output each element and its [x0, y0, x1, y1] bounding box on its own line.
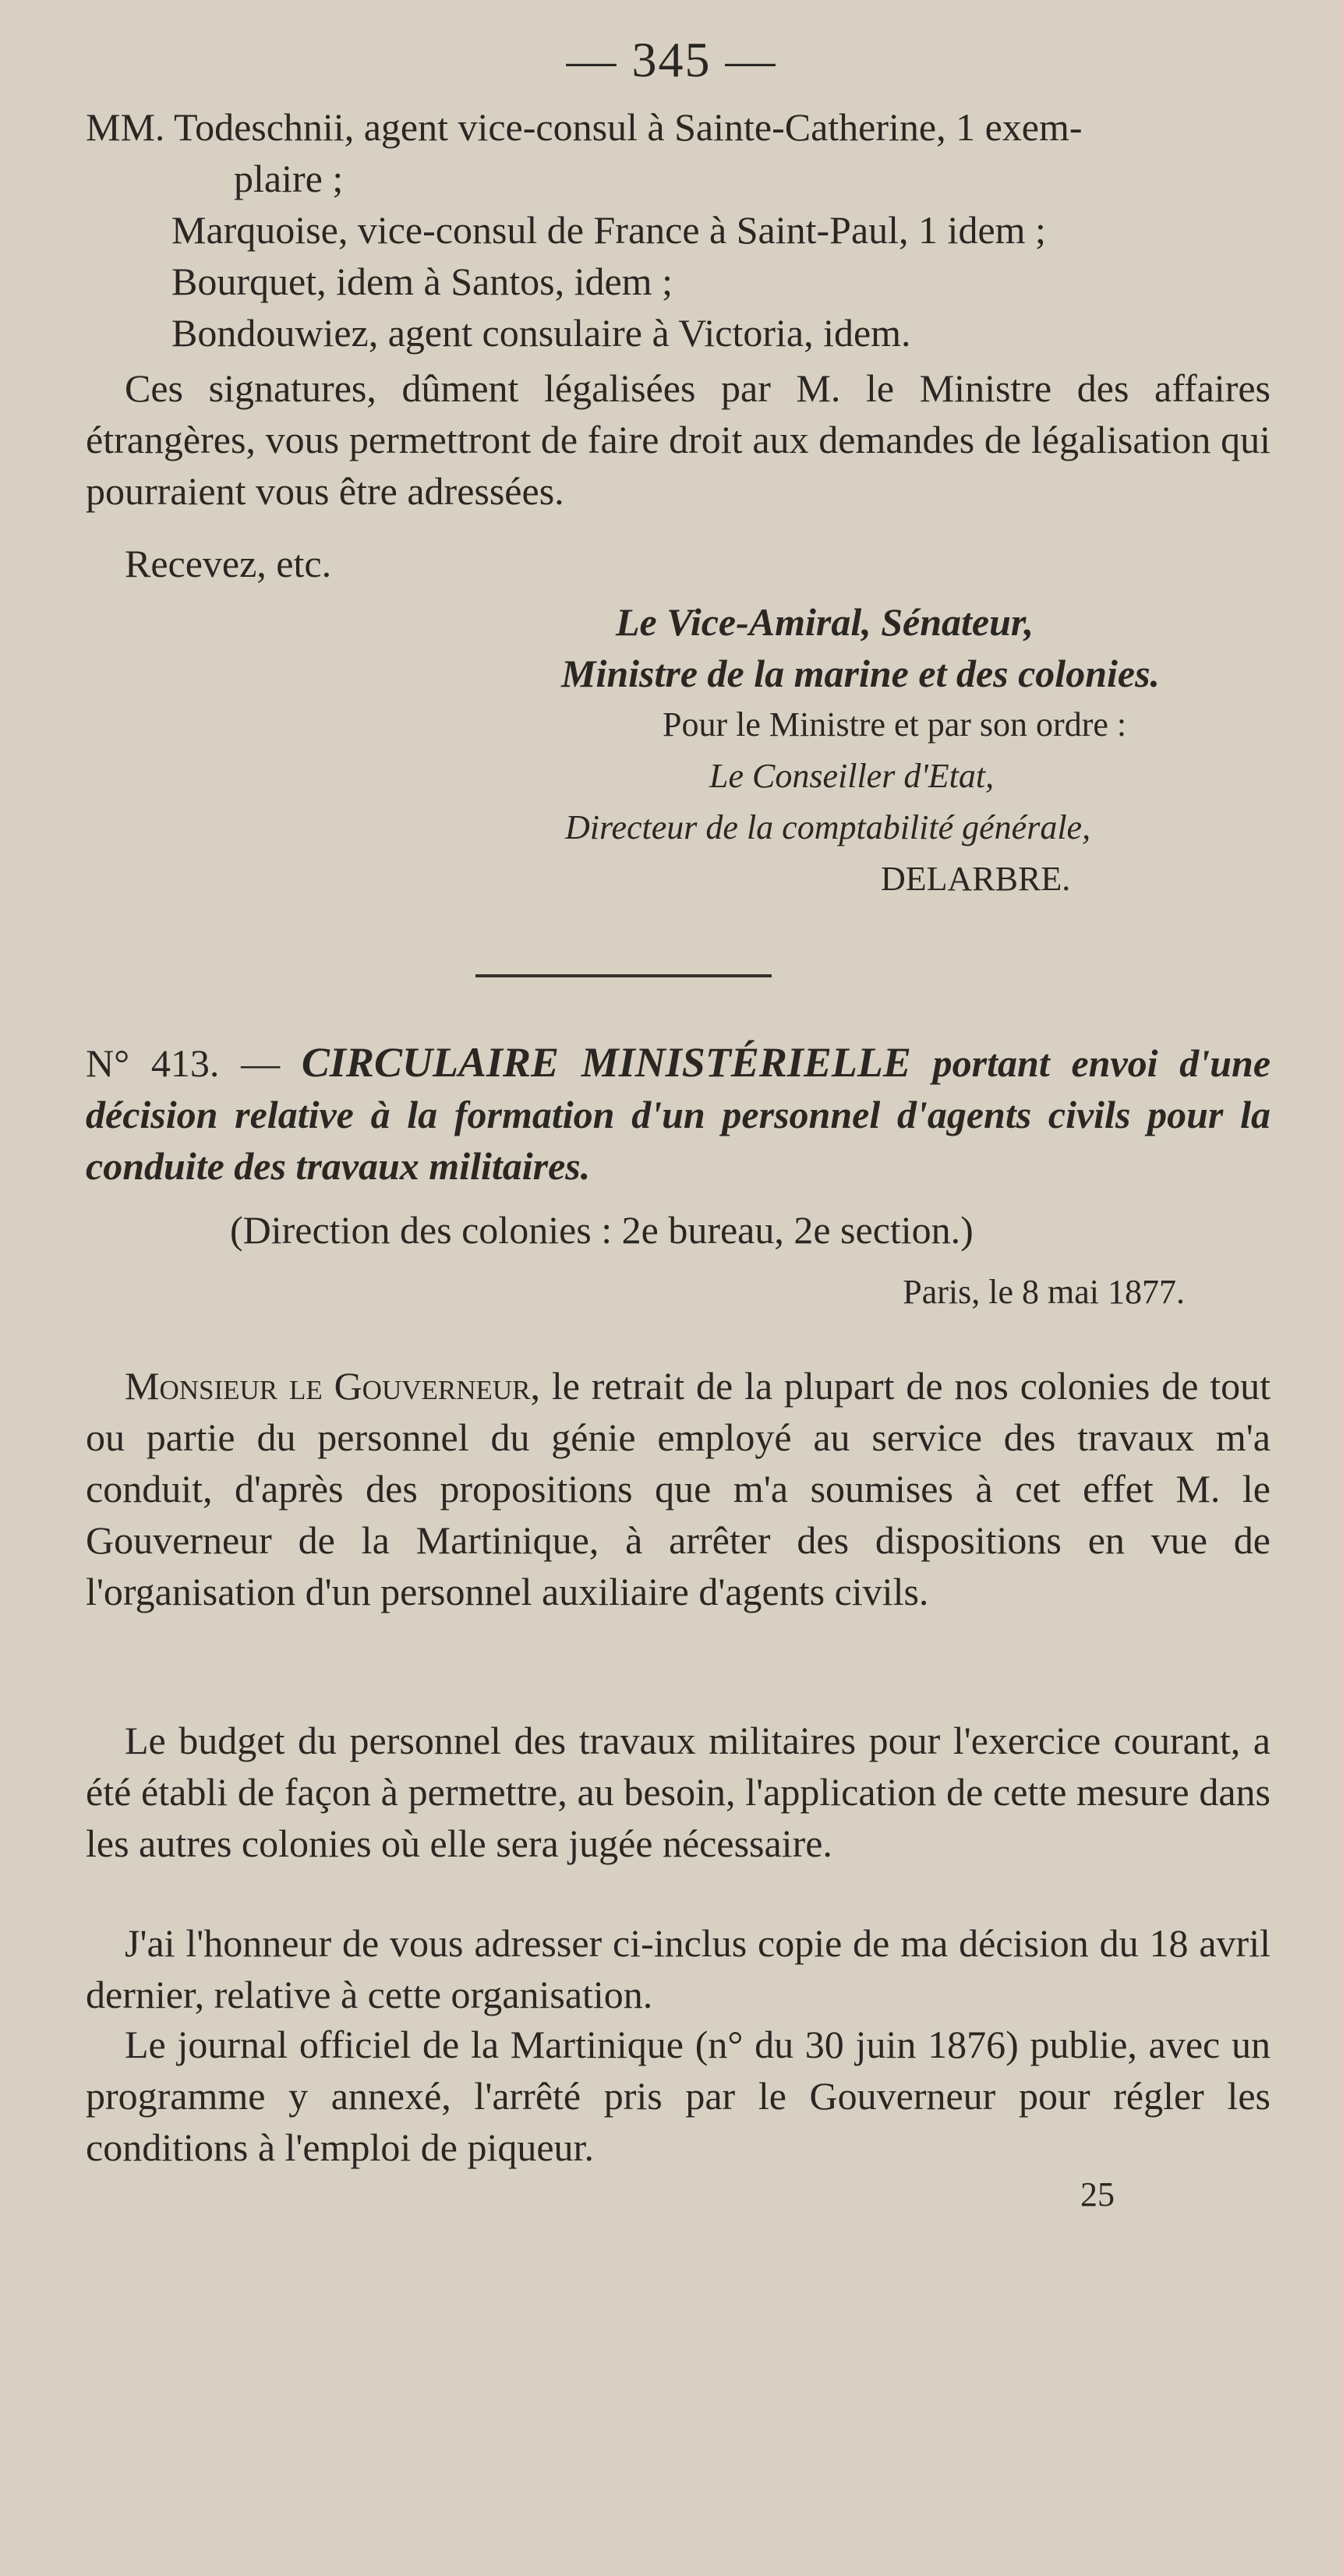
- signature-title: Le Vice-Amiral, Sénateur,: [616, 600, 1034, 644]
- circular-number: N° 413. —: [86, 1041, 281, 1085]
- signature-order: Pour le Ministre et par son ordre :: [663, 705, 1127, 744]
- paragraph: Le journal officiel de la Martinique (n° du 30 juin 1876) publie, avec un programme y annexé, l'arrêté pris par le Gouverneur pour régler les conditions à l'emploi de piqueur.: [86, 2023, 1271, 2169]
- signature-mark: 25: [1080, 2175, 1115, 2214]
- recipient-line: Bondouwiez, agent consulaire à Victoria, idem.: [171, 311, 911, 355]
- recipient-line: Marquoise, vice-consul de France à Saint-Paul, 1 idem ;: [171, 208, 1046, 252]
- recipient-line: MM. Todeschnii, agent vice-consul à Sainte-Catherine, 1 exem-: [86, 105, 1083, 149]
- recipient-line: Bourquet, idem à Santos, idem ;: [171, 260, 673, 303]
- signature-role: Directeur de la comptabilité générale,: [565, 808, 1091, 846]
- recipient-line: plaire ;: [234, 157, 344, 200]
- direction-line: (Direction des colonies : 2e bureau, 2e section.): [230, 1208, 974, 1252]
- signature-title: Ministre de la marine et des colonies.: [561, 652, 1161, 695]
- paragraph-text: le retrait de la plupart de nos colonies de tout ou partie du personnel du génie employé au service des travaux m'a conduit, d'après des propositions que m'a soumises à cet effet M. le Gouverneur de la Martinique, à arrêter des dispositions en vue de l'organisation d'un personnel auxiliaire d'agents civils.: [86, 1364, 1271, 1613]
- paragraph: [86, 1360, 1271, 1617]
- circular-heading: [86, 1037, 1271, 1192]
- date-line: Paris, le 8 mai 1877.: [903, 1273, 1185, 1311]
- paragraph: Ces signatures, dûment légalisées par M. le Ministre des affaires étrangères, vous permettront de faire droit aux demandes de légalisation qui pourraient vous être adressées.: [86, 366, 1271, 513]
- closing-formula: Recevez, etc.: [125, 542, 332, 585]
- paragraph: J'ai l'honneur de vous adresser ci-inclus copie de ma décision du 18 avril dernier, relative à cette organisation.: [86, 1921, 1271, 2016]
- circular-subtitle: portant envoi d'une décision relative à la formation d'un personnel d'agents civils pour la conduite des travaux militaires.: [86, 1041, 1271, 1188]
- recipient-list: [86, 101, 1271, 359]
- section-divider: [475, 974, 772, 977]
- signature-block: [86, 596, 1271, 905]
- signature-name: DELARBRE.: [881, 860, 1071, 898]
- page-number: — 345 —: [566, 32, 777, 87]
- signature-role: Le Conseiller d'Etat,: [709, 757, 995, 795]
- circular-title: CIRCULAIRE MINISTÉRIELLE: [301, 1039, 911, 1086]
- paragraph: Le budget du personnel des travaux militaires pour l'exercice courant, a été établi de façon à permettre, au besoin, l'application de cette mesure dans les autres colonies où elle sera jugée nécessaire.: [86, 1719, 1271, 1865]
- salutation: Monsieur le Gouverneur,: [125, 1364, 541, 1408]
